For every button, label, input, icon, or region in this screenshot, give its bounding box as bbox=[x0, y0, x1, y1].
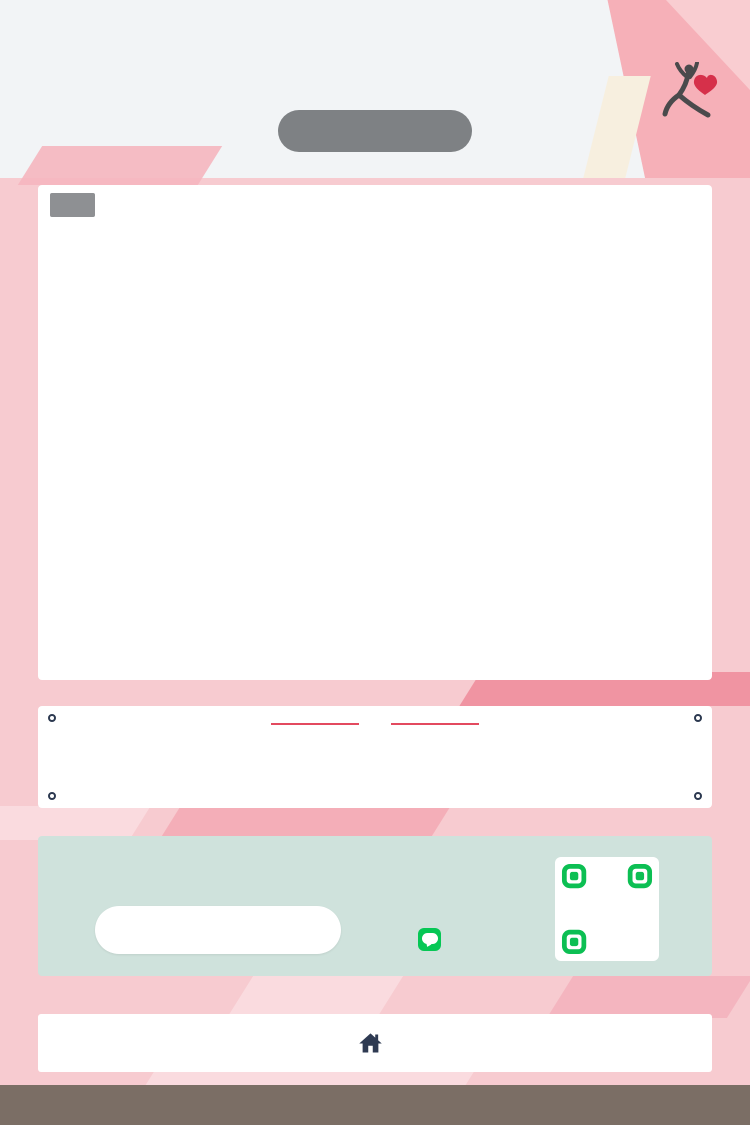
difficulty-booking-section bbox=[38, 836, 712, 976]
screw-icon bbox=[48, 714, 56, 722]
line-account-row bbox=[418, 928, 450, 951]
booking-rule-title bbox=[38, 723, 712, 725]
studio-logo bbox=[638, 62, 742, 128]
line-icon bbox=[418, 928, 441, 951]
time-column-header bbox=[50, 193, 95, 217]
dash-line bbox=[271, 723, 359, 725]
address-bar bbox=[38, 1014, 712, 1072]
screw-icon bbox=[694, 714, 702, 722]
difficulty-legend-title bbox=[95, 906, 341, 954]
studio-badge bbox=[278, 110, 472, 152]
booking-rule-banner bbox=[38, 706, 712, 808]
footer-contact-bar bbox=[0, 1085, 750, 1125]
decor-band bbox=[18, 146, 222, 185]
screw-icon bbox=[694, 792, 702, 800]
decor-band bbox=[547, 976, 750, 1018]
timetable-card bbox=[38, 185, 712, 680]
home-icon bbox=[357, 1030, 384, 1057]
qr-code-icon bbox=[561, 863, 653, 955]
decor-band bbox=[159, 806, 450, 840]
screw-icon bbox=[48, 792, 56, 800]
dash-line bbox=[391, 723, 479, 725]
decor-band bbox=[0, 806, 151, 840]
heart-icon bbox=[694, 75, 717, 95]
decor-band bbox=[227, 976, 403, 1018]
yoga-figure-icon bbox=[651, 62, 729, 124]
line-qr-code bbox=[555, 857, 659, 961]
